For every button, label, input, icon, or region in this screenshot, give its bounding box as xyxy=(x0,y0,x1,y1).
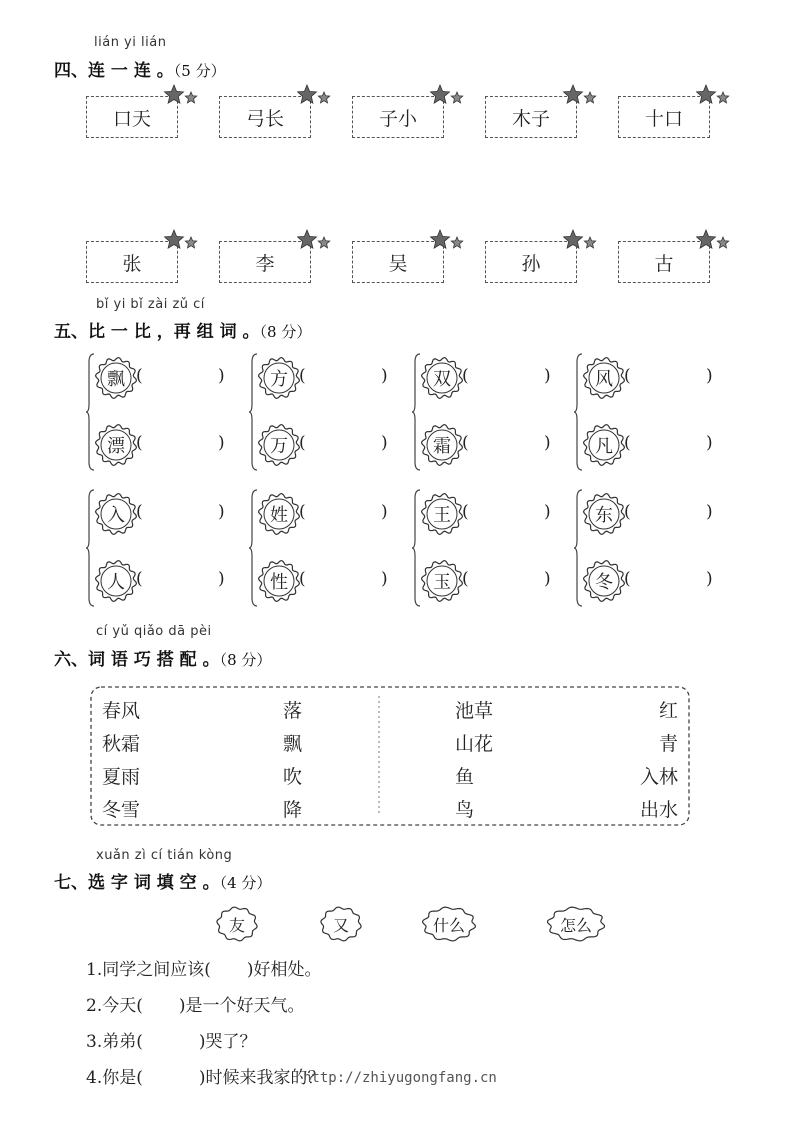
sec5-answer-blank[interactable] xyxy=(146,366,216,390)
sec7-choice-1[interactable] xyxy=(216,905,258,943)
sec5-answer-blank[interactable] xyxy=(634,366,704,390)
sec6-title-text: 六、词 语 巧 搭 配 。 xyxy=(54,650,220,670)
sentence-pre: 弟弟( xyxy=(102,1032,143,1052)
sec5-char-text: 东 xyxy=(595,505,613,526)
sentence-post: )哭了？ xyxy=(198,1032,257,1052)
sec6-word-left-col1[interactable]: 冬雪 xyxy=(102,799,141,821)
answer-paren-open: ( xyxy=(624,433,631,453)
sec5-answer-blank[interactable] xyxy=(634,569,704,593)
sec6-word-right-col1[interactable]: 池草 xyxy=(455,700,494,722)
sec5-char-1-b xyxy=(96,425,136,465)
sec5-pinyin: bǐ yi bǐ zài zǔ cí xyxy=(96,297,205,312)
sec5-char-text: 姓 xyxy=(270,505,288,526)
sec5-answer-blank[interactable] xyxy=(146,569,216,593)
sec5-char-5-a xyxy=(96,494,136,534)
sec5-answer-blank[interactable] xyxy=(146,502,216,526)
answer-paren-close: ) xyxy=(381,502,388,522)
sec5-char-text: 冬 xyxy=(595,572,613,593)
sec7-sentence-4 xyxy=(86,1063,325,1088)
answer-paren-close: ) xyxy=(218,366,225,386)
sec6-word-left-col2[interactable]: 飘 xyxy=(283,733,303,755)
sec7-title-text: 七、选 字 词 填 空 。 xyxy=(54,873,220,893)
sec7-pinyin: xuǎn zì cí tián kòng xyxy=(96,848,233,863)
sec5-answer-blank[interactable] xyxy=(309,502,379,526)
sec5-answer-blank[interactable] xyxy=(309,433,379,457)
stars-icon xyxy=(696,84,730,106)
answer-paren-open: ( xyxy=(624,502,631,522)
sentence-post: )时候来我家的？ xyxy=(198,1068,325,1088)
sec5-char-3-b xyxy=(422,425,462,465)
watermark: http://zhiyugongfang.cn xyxy=(303,1070,497,1086)
stars-icon xyxy=(430,84,464,106)
sec5-char-text: 方 xyxy=(270,369,288,390)
sec4-bottom-text: 李 xyxy=(255,252,275,275)
sec4-title xyxy=(54,56,226,81)
answer-paren-open: ( xyxy=(136,569,143,589)
sec7-choice-3[interactable] xyxy=(422,905,476,943)
sec5-answer-blank[interactable] xyxy=(634,433,704,457)
sec7-title xyxy=(54,868,271,893)
sec5-answer-blank[interactable] xyxy=(472,433,542,457)
sec4-top-text: 弓长 xyxy=(245,107,284,130)
answer-paren-open: ( xyxy=(299,569,306,589)
sec5-char-1-a xyxy=(96,358,136,398)
sec6-word-left-col1[interactable]: 春风 xyxy=(102,700,141,722)
sec5-char-text: 霜 xyxy=(433,436,451,457)
sec7-choice-text: 又 xyxy=(332,915,349,935)
answer-paren-open: ( xyxy=(462,569,469,589)
sec5-char-2-b xyxy=(259,425,299,465)
stars-icon xyxy=(563,84,597,106)
answer-paren-close: ) xyxy=(381,366,388,386)
sec4-title-text: 四、连 一 连 。 xyxy=(54,61,174,81)
sec5-char-text: 性 xyxy=(270,572,288,593)
sec5-answer-blank[interactable] xyxy=(309,569,379,593)
answer-paren-close: ) xyxy=(706,366,713,386)
sec7-sentence-2 xyxy=(86,991,305,1016)
sec5-char-4-b xyxy=(584,425,624,465)
sec5-score: （8 分） xyxy=(259,323,312,341)
sec5-answer-blank[interactable] xyxy=(309,366,379,390)
sec6-word-right-col2[interactable]: 青 xyxy=(658,733,678,755)
sec4-top-text: 口天 xyxy=(112,107,151,130)
sec5-char-text: 人 xyxy=(107,572,125,593)
answer-paren-open: ( xyxy=(462,366,469,386)
sec5-answer-blank[interactable] xyxy=(634,502,704,526)
sec4-bottom-text: 孙 xyxy=(521,252,541,275)
answer-paren-close: ) xyxy=(381,569,388,589)
answer-paren-open: ( xyxy=(462,433,469,453)
sec4-top-text: 木子 xyxy=(511,107,550,130)
sec5-title xyxy=(54,317,311,342)
sec5-title-text: 五、比 一 比 ，再 组 词 。 xyxy=(54,322,260,342)
sec5-char-4-a xyxy=(584,358,624,398)
sec6-frame xyxy=(88,684,692,828)
sec7-choice-text: 什么 xyxy=(432,915,465,935)
sec5-char-3-a xyxy=(422,358,462,398)
sec7-sentence-1 xyxy=(86,955,322,980)
answer-paren-open: ( xyxy=(299,366,306,386)
stars-icon xyxy=(297,229,331,251)
stars-icon xyxy=(297,84,331,106)
sec6-word-right-col2[interactable]: 红 xyxy=(658,700,678,722)
sentence-number: 2. xyxy=(86,996,103,1016)
sec6-word-left-col1[interactable]: 夏雨 xyxy=(102,766,141,788)
sec5-char-2-a xyxy=(259,358,299,398)
sec6-word-left-col2[interactable]: 降 xyxy=(283,799,303,821)
sec6-word-right-col2[interactable]: 入林 xyxy=(639,766,678,788)
sec5-char-text: 风 xyxy=(595,369,613,390)
sec5-char-6-a xyxy=(259,494,299,534)
sec5-answer-blank[interactable] xyxy=(472,569,542,593)
sec6-word-right-col1[interactable]: 鱼 xyxy=(455,766,475,788)
sec5-char-7-b xyxy=(422,561,462,601)
answer-paren-close: ) xyxy=(544,366,551,386)
sec7-choice-2[interactable] xyxy=(320,905,362,943)
stars-icon xyxy=(164,229,198,251)
sec7-sentence-3 xyxy=(86,1027,257,1052)
answer-paren-close: ) xyxy=(544,433,551,453)
stars-icon xyxy=(563,229,597,251)
sentence-pre: 今天( xyxy=(102,996,143,1016)
sec4-bottom-text: 吴 xyxy=(388,252,408,275)
answer-paren-open: ( xyxy=(462,502,469,522)
sec5-char-text: 万 xyxy=(270,436,288,457)
sec6-score: （8 分） xyxy=(219,651,272,669)
answer-paren-close: ) xyxy=(544,569,551,589)
sec5-char-8-b xyxy=(584,561,624,601)
sentence-post: )是一个好天气。 xyxy=(178,996,305,1016)
sec6-word-right-col2[interactable]: 出水 xyxy=(639,799,678,821)
stars-icon xyxy=(696,229,730,251)
sec4-top-text: 十口 xyxy=(644,107,683,130)
sentence-number: 3. xyxy=(86,1032,103,1052)
stars-icon xyxy=(164,84,198,106)
answer-paren-open: ( xyxy=(136,433,143,453)
answer-paren-close: ) xyxy=(706,433,713,453)
sec5-answer-blank[interactable] xyxy=(472,366,542,390)
sec5-char-text: 玉 xyxy=(433,572,451,593)
sec4-score: （5 分） xyxy=(173,62,226,80)
sec7-choice-text: 友 xyxy=(228,915,245,935)
sec5-char-text: 双 xyxy=(433,369,451,390)
sec5-char-7-a xyxy=(422,494,462,534)
sec6-word-right-col1[interactable]: 山花 xyxy=(455,733,494,755)
sec5-char-text: 飘 xyxy=(107,369,125,390)
answer-paren-open: ( xyxy=(299,502,306,522)
answer-paren-close: ) xyxy=(544,502,551,522)
sec5-answer-blank[interactable] xyxy=(146,433,216,457)
sec4-bottom-text: 张 xyxy=(122,252,142,275)
sec5-char-6-b xyxy=(259,561,299,601)
sec5-answer-blank[interactable] xyxy=(472,502,542,526)
sec7-score: （4 分） xyxy=(219,874,272,892)
answer-paren-close: ) xyxy=(706,569,713,589)
answer-paren-close: ) xyxy=(381,433,388,453)
sec5-char-text: 王 xyxy=(433,505,451,526)
sec6-word-left-col2[interactable]: 吹 xyxy=(283,766,303,788)
answer-paren-close: ) xyxy=(218,502,225,522)
answer-paren-close: ) xyxy=(218,433,225,453)
sec5-char-text: 入 xyxy=(107,505,125,526)
sec4-pinyin: lián yi lián xyxy=(94,35,167,50)
sec5-char-8-a xyxy=(584,494,624,534)
answer-paren-close: ) xyxy=(218,569,225,589)
sec5-char-text: 漂 xyxy=(107,436,125,457)
answer-paren-close: ) xyxy=(706,502,713,522)
sec6-word-left-col2[interactable]: 落 xyxy=(283,700,303,722)
answer-paren-open: ( xyxy=(624,569,631,589)
sec7-choice-4[interactable] xyxy=(547,905,605,943)
answer-paren-open: ( xyxy=(136,366,143,386)
sec5-char-5-b xyxy=(96,561,136,601)
sentence-post: )好相处。 xyxy=(246,960,322,980)
sec6-pinyin: cí yǔ qiǎo dā pèi xyxy=(96,624,212,639)
sec4-bottom-text: 古 xyxy=(654,252,674,275)
sec4-top-text: 子小 xyxy=(378,107,417,130)
sentence-number: 4. xyxy=(86,1068,103,1088)
answer-paren-open: ( xyxy=(299,433,306,453)
answer-paren-open: ( xyxy=(624,366,631,386)
stars-icon xyxy=(430,229,464,251)
sec6-title xyxy=(54,645,271,670)
sec6-word-left-col1[interactable]: 秋霜 xyxy=(102,733,141,755)
sec5-char-text: 凡 xyxy=(595,436,613,457)
answer-paren-open: ( xyxy=(136,502,143,522)
sentence-pre: 同学之间应该( xyxy=(102,960,211,980)
sentence-number: 1. xyxy=(86,960,103,980)
sec7-choice-text: 怎么 xyxy=(559,915,592,935)
sec6-word-right-col1[interactable]: 鸟 xyxy=(455,799,475,821)
sentence-pre: 你是( xyxy=(102,1068,143,1088)
